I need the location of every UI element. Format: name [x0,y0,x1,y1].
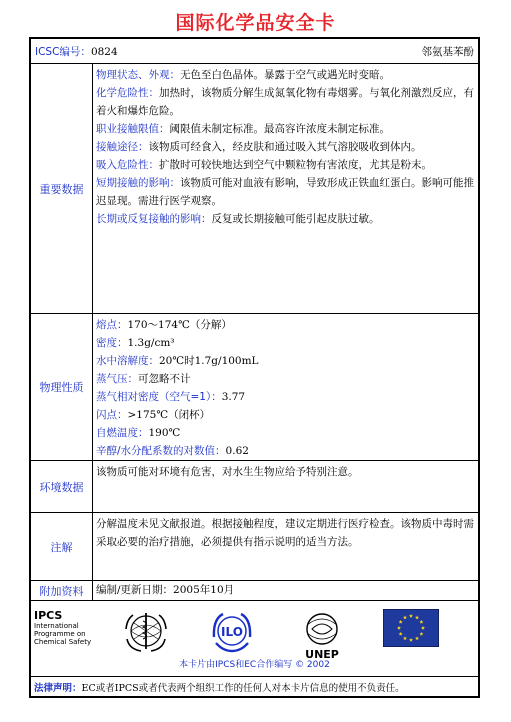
important-data-content [93,64,478,313]
environment-label: 环境数据 [31,461,93,512]
property-value: 加热时，该物质分解生成氮氧化物有毒烟雾。与氧化剂激烈反应，有着火和爆炸危险。 [96,87,474,117]
chemical-name: 邻氨基苯酚 [421,45,474,58]
property-item [96,424,475,442]
property-value: 扩散时可较快地达到空气中颗粒物有害浓度，尤其是粉末。 [159,159,432,171]
property-key: 自燃温度： [96,427,149,439]
physical-properties-row [31,314,478,461]
important-data-label: 重要数据 [31,64,93,313]
legal-row [31,677,478,696]
additional-row [31,581,478,601]
property-value: 阈限值未制定标准。最高容许浓度未制定标准。 [169,123,390,135]
property-value: 1.3g/cm³ [127,337,175,349]
property-key: 化学危险性： [96,87,159,99]
who-emblem-icon [123,609,169,655]
property-item [96,370,475,388]
property-key: 熔点： [96,319,128,331]
additional-text: 编制/更新日期：2005年10月 [96,584,235,596]
property-value: 170～174℃（分解） [127,319,232,331]
property-key: 闪点： [96,409,128,421]
property-item [96,174,475,210]
property-key: 密度： [96,337,128,349]
property-value: >175℃（闭杯） [127,409,211,421]
notes-row [31,513,478,581]
property-item [96,316,475,334]
important-data-row [31,64,478,314]
property-value: 3.77 [221,391,246,403]
ilo-emblem-icon [209,609,255,655]
property-key: 短期接触的影响： [96,177,180,189]
property-value: 可忽略不计 [138,373,191,385]
card-title: 国际化学品安全卡 [175,12,336,34]
property-item [96,210,475,228]
property-item [96,352,475,370]
property-key: 接触途径： [96,141,149,153]
property-item [96,84,475,120]
property-item [96,334,475,352]
notes-text: 分解温度未见文献报道。根据接触程度，建议定期进行医疗检查。该物质中毒时需采取必要的治疗措施，必须提供有指示说明的适当方法。 [96,518,474,548]
property-item [96,138,475,156]
property-item [96,66,475,84]
property-key: 水中溶解度： [96,355,159,367]
eu-flag-icon [383,609,439,647]
icsc-number: ICSC编号：0824 [35,45,118,58]
property-value: 无色至白色晶体。暴露于空气或遇光时变暗。 [180,69,390,81]
property-value: 该物质可经食入，经皮肤和通过吸入其气溶胶吸收到体内。 [148,141,422,153]
property-key: 蒸气压： [96,373,138,385]
property-key: 吸入危险性： [96,159,159,171]
environment-row [31,461,478,513]
property-key: 职业接触限值： [96,123,170,135]
property-item [96,388,475,406]
property-item [96,120,475,138]
notes-label: 注解 [31,513,93,580]
legal-statement: 法律声明： EC或者IPCS或者代表两个组织工作的任何人对本卡片信息的使用不负责任。 [34,682,405,694]
ipcs-logo: IPCS International Programme on Chemical Safety [34,609,92,646]
environment-text: 该物质可能对环境有危害，对水生生物应给予特别注意。 [96,466,359,478]
property-value: 0.62 [225,445,249,457]
property-item [96,156,475,174]
property-value: 反复或长期接触可能引起皮肤过敏。 [211,213,380,225]
property-key: 物理状态、外观： [96,69,180,81]
property-item [96,406,475,424]
logos-row [31,601,478,677]
svg-text:ILO: ILO [221,625,243,639]
property-key: 长期或反复接触的影响： [96,213,212,225]
unep-label: UNEP [305,648,339,661]
physical-properties-label: 物理性质 [31,314,93,460]
safety-card [29,37,480,698]
unep-emblem-icon [299,609,345,661]
icsc-row [31,39,478,64]
property-item [96,442,475,460]
property-value: 190℃ [148,427,181,439]
physical-properties-content [93,314,478,460]
property-value: 20℃时1.7g/100mL [159,355,259,367]
property-value: 该物质可能对血液有影响，导致形成正铁血红蛋白。影响可能推迟显现。需进行医学观察。 [96,177,474,207]
additional-label: 附加资料 [31,581,93,600]
property-key: 蒸气相对密度（空气=1）： [96,391,222,403]
property-key: 辛醇/水分配系数的对数值： [96,445,226,457]
credit-line: 本卡片由IPCS和EC合作编写 © 2002 [179,660,330,670]
